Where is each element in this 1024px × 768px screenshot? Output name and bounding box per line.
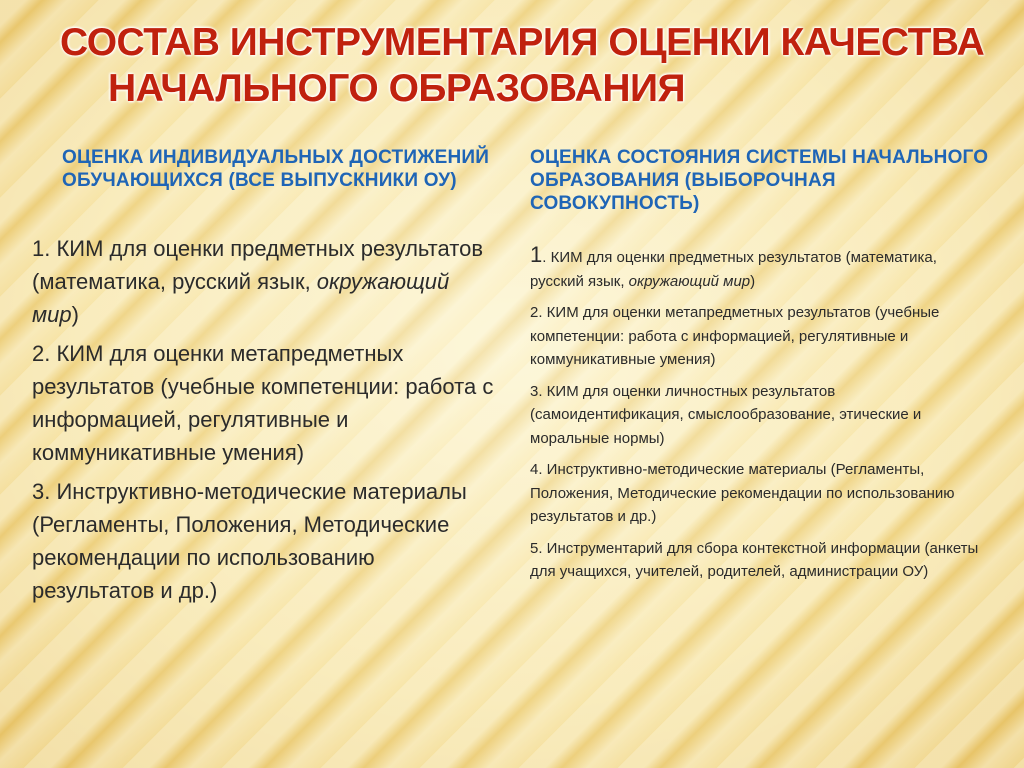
left-list-item-3	[32, 475, 494, 607]
right-list-item-2	[530, 301, 990, 372]
slide-title-line-1: СОСТАВ ИНСТРУМЕНТАРИЯ ОЦЕНКИ КАЧЕСТВА	[60, 21, 985, 64]
item-text: Инструментарий для сбора контекстной информации (анкеты для учащихся, учителей, родителей, администрации ОУ)	[530, 539, 979, 580]
right-list-item-1	[530, 243, 990, 293]
item-text: КИМ для оценки метапредметных результатов (учебные компетенции: работа с информацией, регулятивные и коммуникативные умения)	[530, 304, 940, 368]
item-text: . КИМ для оценки предметных результатов (математика, русский язык,	[530, 249, 937, 290]
item-number: 2.	[32, 341, 51, 366]
left-list-item-2	[32, 337, 494, 469]
left-list	[32, 232, 494, 607]
item-number: 4.	[530, 461, 543, 478]
item-emphasis: окружающий мир	[628, 272, 751, 290]
right-list-item-3	[530, 380, 990, 451]
right-column-heading: ОЦЕНКА СОСТОЯНИЯ СИСТЕМЫ НАЧАЛЬНОГО ОБРАЗОВАНИЯ (ВЫБОРОЧНАЯ СОВОКУПНОСТЬ)	[530, 147, 989, 214]
right-list-item-4	[530, 458, 990, 529]
item-text-end: )	[750, 272, 756, 290]
left-column-heading: ОЦЕНКА ИНДИВИДУАЛЬНЫХ ДОСТИЖЕНИЙ ОБУЧАЮЩИХСЯ (ВСЕ ВЫПУСКНИКИ ОУ)	[62, 147, 490, 191]
item-number: 1	[530, 242, 543, 267]
right-column	[530, 146, 990, 592]
item-text: КИМ для оценки метапредметных результатов (учебные компетенции: работа с информацией, регулятивные и коммуникативные умения)	[32, 341, 494, 465]
left-column	[32, 146, 494, 613]
slide-title	[60, 20, 985, 112]
item-text-end: )	[71, 302, 79, 327]
item-emphasis: окружающий мир	[32, 269, 450, 327]
item-text: Инструктивно-методические материалы (Регламенты, Положения, Методические рекомендации по использованию результатов и др.)	[32, 479, 467, 603]
item-number: 3.	[530, 382, 543, 400]
item-text: КИМ для оценки предметных результатов (математика, русский язык,	[32, 236, 484, 294]
right-list-item-5	[530, 537, 990, 584]
slide-title-line-2: НАЧАЛЬНОГО ОБРАЗОВАНИЯ	[108, 67, 686, 110]
item-number: 2.	[530, 304, 543, 321]
left-list-item-1	[32, 232, 494, 331]
item-number: 5.	[530, 539, 543, 557]
item-text: Инструктивно-методические материалы (Регламенты, Положения, Методические рекомендации по использованию результатов и др.)	[530, 461, 955, 525]
item-text: КИМ для оценки личностных результатов (самоидентификация, смыслообразование, этические и моральные нормы)	[530, 382, 922, 447]
right-list	[530, 243, 990, 584]
item-number: 1.	[32, 236, 51, 261]
item-number: 3.	[32, 479, 51, 504]
